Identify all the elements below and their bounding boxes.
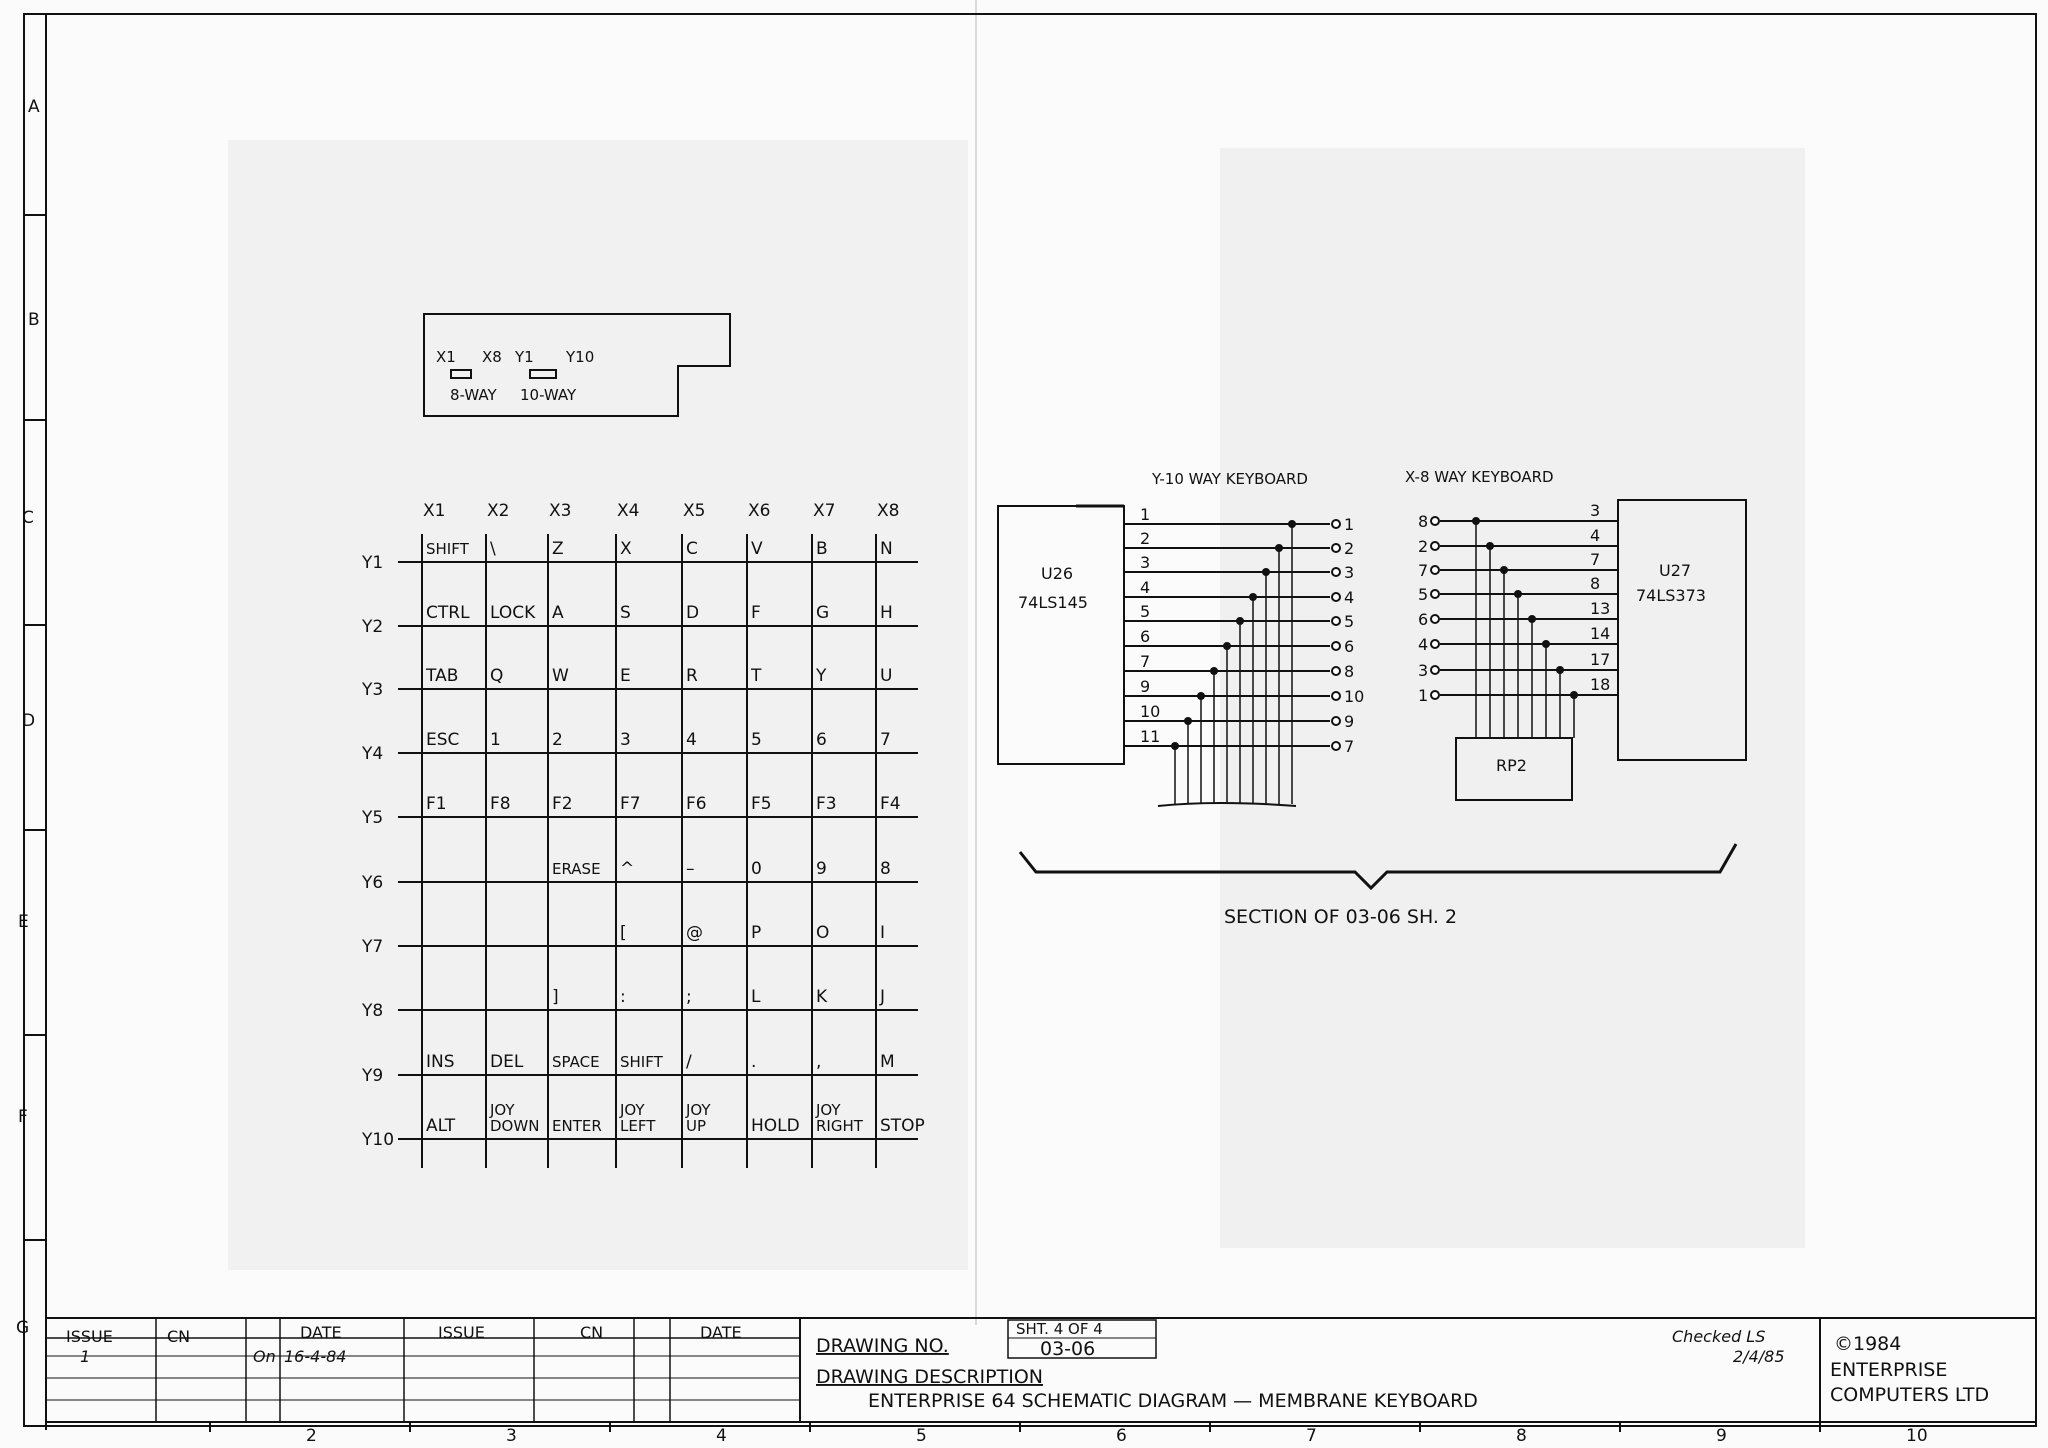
y-output-label: 10 (1344, 687, 1365, 706)
zone-label-a: A (28, 97, 40, 117)
y-terminal (1332, 717, 1340, 725)
y-terminal (1332, 617, 1340, 625)
key-label: S (620, 603, 631, 623)
drawing-number: 03-06 (1040, 1338, 1096, 1360)
key-label: TAB (426, 666, 459, 686)
key-label: T (751, 666, 762, 686)
key-label: UP (686, 1117, 707, 1135)
y-terminal (1332, 642, 1340, 650)
key-label: ] (552, 987, 559, 1007)
key-label: F4 (880, 794, 901, 814)
key-label: JOY (686, 1101, 711, 1119)
key-label: INS (426, 1052, 455, 1072)
zone-num-8: 8 (1516, 1426, 1527, 1446)
cn-header-2: CN (580, 1323, 604, 1342)
key-label: JOY (816, 1101, 841, 1119)
section-caption: SECTION OF 03-06 SH. 2 (1224, 906, 1458, 928)
zone-num-10: 10 (1906, 1426, 1928, 1446)
key-label: F (751, 603, 761, 623)
checked-date: 2/4/85 (1733, 1347, 1785, 1366)
col-header-x3: X3 (549, 501, 572, 521)
col-header-x5: X5 (683, 501, 706, 521)
key-label: F1 (426, 794, 447, 814)
row-header-y9: Y9 (362, 1066, 384, 1086)
key-label: F5 (751, 794, 772, 814)
x-terminal (1431, 640, 1439, 648)
key-label: D (686, 603, 700, 623)
col-header-x6: X6 (748, 501, 771, 521)
key-label: SHIFT (620, 1053, 663, 1071)
row-header-y8: Y8 (362, 1001, 384, 1021)
key-label: O (816, 923, 830, 943)
row-header-y4: Y4 (362, 744, 384, 764)
key-label: JOY (620, 1101, 645, 1119)
u27-pin-label: 4 (1590, 526, 1601, 545)
key-label: ENTER (552, 1117, 602, 1135)
x-terminal (1431, 590, 1439, 598)
u26-part: 74LS145 (1018, 593, 1088, 612)
y-terminal (1332, 742, 1340, 750)
x-terminal (1431, 666, 1439, 674)
conn-8way-label: 8-WAY (450, 386, 497, 404)
key-label: P (751, 923, 762, 943)
zone-label-c: C (22, 508, 34, 528)
zone-num-3: 3 (506, 1426, 517, 1446)
x-terminal (1431, 517, 1439, 525)
zone-num-2: 2 (306, 1426, 317, 1446)
y-terminal (1332, 568, 1340, 576)
row-header-y2: Y2 (362, 617, 384, 637)
key-label: L (751, 987, 761, 1007)
key-label: 6 (816, 730, 827, 750)
x-input-label: 7 (1418, 561, 1429, 580)
y-output-label: 3 (1344, 563, 1355, 582)
copyright-year: ©1984 (1834, 1333, 1902, 1355)
x-terminal (1431, 691, 1439, 699)
row-header-y3: Y3 (362, 680, 384, 700)
y-keyboard-title: Y-10 WAY KEYBOARD (1152, 470, 1308, 488)
u26-pin-label: 3 (1140, 553, 1151, 572)
key-label: Q (490, 666, 504, 686)
key-label: N (880, 539, 893, 559)
key-label: / (686, 1052, 692, 1072)
x-input-label: 2 (1418, 537, 1429, 556)
u27-pin-label: 3 (1590, 501, 1601, 520)
key-label: G (816, 603, 830, 623)
zone-num-4: 4 (716, 1426, 727, 1446)
key-label: A (552, 603, 564, 623)
date-header-1: DATE (300, 1323, 342, 1342)
key-label: F6 (686, 794, 707, 814)
key-label: DEL (490, 1052, 524, 1072)
u27-pin-label: 18 (1590, 675, 1611, 694)
key-label: , (816, 1052, 822, 1072)
conn-10way-label: 10-WAY (520, 386, 577, 404)
key-label: C (686, 539, 698, 559)
key-label: : (620, 987, 626, 1007)
u27-pin-label: 13 (1590, 599, 1611, 618)
key-label: LOCK (490, 603, 536, 623)
row-header-y5: Y5 (362, 808, 384, 828)
x-keyboard-title: X-8 WAY KEYBOARD (1405, 468, 1554, 486)
x-terminal (1431, 566, 1439, 574)
zone-label-g: G (16, 1318, 30, 1338)
y-output-label: 2 (1344, 539, 1355, 558)
u26-pin-label: 4 (1140, 578, 1151, 597)
y-output-label: 6 (1344, 637, 1355, 656)
key-label: F2 (552, 794, 573, 814)
zone-num-9: 9 (1716, 1426, 1727, 1446)
zone-label-b: B (28, 310, 40, 330)
col-header-x4: X4 (617, 501, 640, 521)
key-label: K (816, 987, 828, 1007)
key-label: X (620, 539, 632, 559)
u26-name: U26 (1041, 564, 1074, 583)
key-label: R (686, 666, 698, 686)
key-label: @ (686, 923, 703, 943)
cn-value: On (253, 1347, 276, 1366)
y-terminal (1332, 692, 1340, 700)
key-label: ALT (426, 1116, 456, 1136)
key-label: V (751, 539, 763, 559)
conn-x1-label: X1 (436, 348, 456, 366)
key-label: ; (686, 987, 692, 1007)
zone-num-5: 5 (916, 1426, 927, 1446)
issue-header-1: ISSUE (66, 1327, 113, 1346)
conn-x8-label: X8 (482, 348, 502, 366)
key-label: HOLD (751, 1116, 800, 1136)
x-input-label: 8 (1418, 512, 1429, 531)
u27-name: U27 (1659, 561, 1692, 580)
key-label: ^ (620, 859, 635, 879)
key-label: LEFT (620, 1117, 656, 1135)
key-label: B (816, 539, 828, 559)
company-name-2: COMPUTERS LTD (1830, 1384, 1990, 1406)
date-value: 16-4-84 (284, 1347, 347, 1366)
key-label: F8 (490, 794, 511, 814)
key-label: SHIFT (426, 540, 469, 558)
u26-pin-label: 7 (1140, 652, 1151, 671)
key-label: 4 (686, 730, 697, 750)
issue-header-2: ISSUE (438, 1323, 485, 1342)
key-label: SPACE (552, 1053, 600, 1071)
key-label: M (880, 1052, 895, 1072)
key-label: ESC (426, 730, 460, 750)
key-label: 7 (880, 730, 891, 750)
key-label: 3 (620, 730, 631, 750)
u27-pin-label: 7 (1590, 550, 1601, 569)
u26-pin-label: 1 (1140, 505, 1151, 524)
u26-pin-label: 10 (1140, 702, 1161, 721)
key-label: . (751, 1052, 757, 1072)
u26-pin-label: 11 (1140, 727, 1161, 746)
key-label: 1 (490, 730, 501, 750)
y-output-label: 9 (1344, 712, 1355, 731)
key-label: Z (552, 539, 564, 559)
row-header-y7: Y7 (362, 937, 384, 957)
key-label: 9 (816, 859, 827, 879)
u26-pin-label: 9 (1140, 677, 1151, 696)
x-input-label: 1 (1418, 686, 1429, 705)
key-label: CTRL (426, 603, 470, 623)
key-label: DOWN (490, 1117, 540, 1135)
zone-label-e: E (18, 912, 29, 932)
u26-pin-label: 6 (1140, 627, 1151, 646)
u27-pin-label: 17 (1590, 650, 1611, 669)
y-output-label: 5 (1344, 612, 1355, 631)
key-label: [ (620, 923, 627, 943)
sheet-number: SHT. 4 OF 4 (1016, 1320, 1103, 1338)
u27-pin-label: 14 (1590, 624, 1611, 643)
u26-pin-label: 2 (1140, 529, 1151, 548)
u27-part: 74LS373 (1636, 586, 1706, 605)
key-label: F3 (816, 794, 837, 814)
y-terminal (1332, 593, 1340, 601)
key-label: I (880, 923, 886, 943)
rp2-label: RP2 (1496, 756, 1527, 775)
drawing-no-label: DRAWING NO. (816, 1335, 949, 1357)
u27-pin-label: 8 (1590, 574, 1601, 593)
date-header-2: DATE (700, 1323, 742, 1342)
col-header-x2: X2 (487, 501, 510, 521)
x-terminal (1431, 542, 1439, 550)
y-output-label: 1 (1344, 515, 1355, 534)
right-pasteup-shade (1220, 148, 1805, 1248)
key-label: 8 (880, 859, 891, 879)
y-output-label: 4 (1344, 588, 1355, 607)
col-header-x1: X1 (423, 501, 446, 521)
row-header-y6: Y6 (362, 873, 384, 893)
left-pasteup-shade (228, 140, 968, 1270)
key-label: J (880, 987, 886, 1007)
key-label: Y (816, 666, 827, 686)
key-label: RIGHT (816, 1117, 863, 1135)
key-label: STOP (880, 1116, 925, 1136)
key-label: 5 (751, 730, 762, 750)
x-input-label: 6 (1418, 610, 1429, 629)
row-header-y1: Y1 (362, 553, 384, 573)
y-terminal (1332, 667, 1340, 675)
drawing-description: ENTERPRISE 64 SCHEMATIC DIAGRAM — MEMBRANE KEYBOARD (868, 1390, 1478, 1412)
key-label: 2 (552, 730, 563, 750)
key-label: W (552, 666, 569, 686)
conn-y1-label: Y1 (515, 348, 534, 366)
key-label: E (620, 666, 631, 686)
y-terminal (1332, 544, 1340, 552)
row-header-y10: Y10 (362, 1130, 395, 1150)
zone-label-f: F (18, 1107, 28, 1127)
checked-signature: Checked LS (1672, 1327, 1766, 1346)
x-input-label: 5 (1418, 585, 1429, 604)
x-input-label: 3 (1418, 661, 1429, 680)
x-terminal (1431, 615, 1439, 623)
key-label: \ (490, 539, 496, 559)
key-label: H (880, 603, 893, 623)
issue-value: 1 (80, 1347, 91, 1366)
u26-pin-label: 5 (1140, 602, 1151, 621)
y-terminal (1332, 520, 1340, 528)
col-header-x7: X7 (813, 501, 836, 521)
zone-num-7: 7 (1306, 1426, 1317, 1446)
y-output-label: 8 (1344, 662, 1355, 681)
zone-num-6: 6 (1116, 1426, 1127, 1446)
key-label: ERASE (552, 860, 601, 878)
drawing-description-label: DRAWING DESCRIPTION (816, 1366, 1043, 1388)
key-label: U (880, 666, 893, 686)
zone-label-d: D (22, 711, 36, 731)
company-name-1: ENTERPRISE (1830, 1359, 1948, 1381)
key-label: JOY (490, 1101, 515, 1119)
col-header-x8: X8 (877, 501, 900, 521)
key-label: F7 (620, 794, 641, 814)
key-label: 0 (751, 859, 762, 879)
cn-header-1: CN (167, 1327, 191, 1346)
y-output-label: 7 (1344, 737, 1355, 756)
key-label: – (686, 859, 695, 879)
x-input-label: 4 (1418, 635, 1429, 654)
conn-y10-label: Y10 (566, 348, 595, 366)
